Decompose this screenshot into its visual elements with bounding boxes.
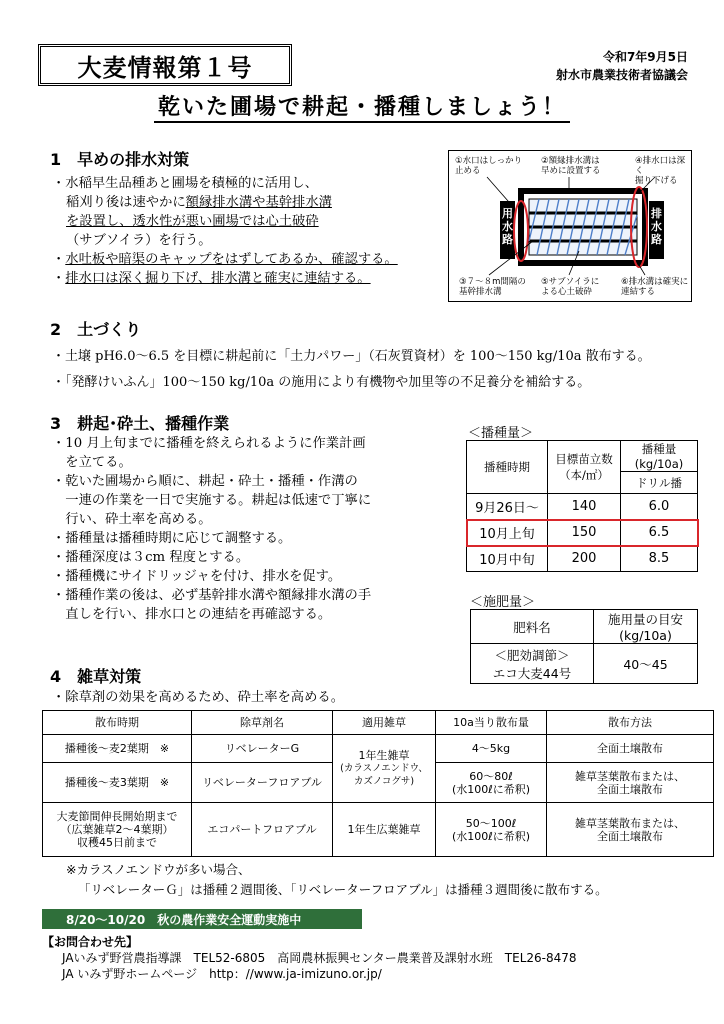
col-header-drill: ドリル播 bbox=[621, 472, 698, 494]
cell-method: 雑草茎葉散布または、 全面土壌散布 bbox=[547, 763, 714, 803]
section1-bullets bbox=[52, 174, 447, 288]
headline bbox=[0, 90, 724, 121]
cell-seedlings: 200 bbox=[548, 546, 621, 572]
cell-seedlings: 150 bbox=[548, 520, 621, 546]
table-row bbox=[43, 735, 714, 763]
cell-amount: 60～80ℓ (水100ℓに希釈) bbox=[436, 763, 547, 803]
drainage-diagram bbox=[448, 150, 692, 302]
cell-amount: 50～100ℓ (水100ℓに希釈) bbox=[436, 803, 547, 857]
table-row-highlighted bbox=[467, 520, 698, 546]
cell-weeds: 1年生雑草 (カラスノエンドウ、 カズノコグサ) bbox=[333, 735, 436, 803]
issue-date: 令和7年9月5日 bbox=[602, 50, 688, 64]
headline-text: 乾いた圃場で耕起・播種しましょう！ bbox=[154, 95, 570, 123]
diagram-label-3: ③７～８m間隔の 基幹排水溝 bbox=[459, 277, 526, 297]
cell-herbicide: リベレーターフロアブル bbox=[192, 763, 333, 803]
section3-bullets bbox=[52, 434, 464, 624]
section1-b1-text: 稲刈り後は速やかに bbox=[66, 195, 186, 210]
table-row bbox=[467, 494, 698, 520]
date-block bbox=[556, 48, 688, 84]
table-row bbox=[43, 803, 714, 857]
section3-line: ・播種深度は３cm 程度とする。 bbox=[52, 550, 250, 565]
cell-herbicide: リベレーターG bbox=[192, 735, 333, 763]
cell-method: 全面土壌散布 bbox=[547, 735, 714, 763]
seed-rate-table bbox=[466, 440, 698, 572]
section1-b3 bbox=[52, 269, 447, 288]
cell-method: 雑草茎葉散布または、 全面土壌散布 bbox=[547, 803, 714, 857]
col-header-timing: 散布時期 bbox=[43, 711, 192, 735]
drainage-channel-label: 排 水 路 bbox=[649, 201, 664, 259]
note-line-2: 「リベレーターＧ」は播種２週間後、「リベレーターフロアブル」は播種３週間後に散布する。 bbox=[78, 882, 608, 897]
diagram-label-4: ④排水口は深く 掘り下げる bbox=[635, 156, 686, 186]
cell-weeds: 1年生広葉雑草 bbox=[333, 803, 436, 857]
section3-line: ・播種量は播種時期に応じて調整する。 bbox=[52, 531, 292, 546]
diagram-label-1: ①水口はしっかり 止める bbox=[455, 156, 523, 176]
cell-time: 10月上旬 bbox=[467, 520, 548, 546]
cell-amount: 4～5kg bbox=[436, 735, 547, 763]
col-header-fertilizer: 肥料名 bbox=[471, 610, 594, 644]
cell-herbicide: エコパートフロアブル bbox=[192, 803, 333, 857]
cell-fertilizer-name: ＜肥効調節＞ エコ大麦44号 bbox=[471, 644, 594, 684]
col-header-amount: 10a当り散布量 bbox=[436, 711, 547, 735]
cell-seedlings: 140 bbox=[548, 494, 621, 520]
section1-heading: 1 早めの排水対策 bbox=[50, 150, 190, 169]
table-row bbox=[471, 644, 698, 684]
section4-b1: ・除草剤の効果を高めるため、砕土率を高める。 bbox=[52, 690, 344, 705]
section1-b1-line2 bbox=[52, 193, 447, 212]
section2-b2: ・「発酵けいふん」100～150 kg/10a の施用により有機物や加里等の不足養分を補給する。 bbox=[52, 375, 591, 390]
section1-b3-text: 排水口は深く掘り下げ、排水溝と確実に連結する。 bbox=[65, 271, 371, 286]
section3-heading: 3 耕起･砕土、播種作業 bbox=[50, 414, 230, 433]
herbicide-table bbox=[42, 710, 714, 857]
cell-amount: 6.0 bbox=[621, 494, 698, 520]
section3-line: 直しを行い、排水口との連結を再確認する。 bbox=[52, 607, 332, 622]
section2-bullets bbox=[52, 344, 712, 396]
section1-b1-line3: を設置し、透水性が悪い圃場では心土破砕 bbox=[66, 214, 319, 229]
col-header-seedlings: 目標苗立数 （本/㎡） bbox=[548, 441, 621, 494]
organization: 射水市農業技術者協議会 bbox=[555, 68, 688, 82]
diagram-label-6: ⑥排水溝は確実に 連結する bbox=[621, 277, 689, 297]
section3-line: ・乾いた圃場から順に、耕起・砕土・播種・作溝の bbox=[52, 474, 358, 489]
cell-time: 10月中旬 bbox=[467, 546, 548, 572]
safety-campaign-banner bbox=[42, 909, 362, 929]
cell-time: 9月26日～ bbox=[467, 494, 548, 520]
section3-line: ・播種機にサイドリッジャを付け、排水を促す。 bbox=[52, 569, 342, 584]
irrigation-channel-label: 用 水 路 bbox=[500, 201, 515, 259]
col-header-herbicide: 除草剤名 bbox=[192, 711, 333, 735]
campaign-text: 8/20～10/20 秋の農作業安全運動実施中 bbox=[66, 912, 302, 927]
contact-line-2: JA いみず野ホームページ http：//www.ja-imizuno.or.jp/ bbox=[62, 967, 382, 981]
section1-b2 bbox=[52, 250, 447, 269]
col-header-application: 施用量の目安 (kg/10a) bbox=[594, 610, 698, 644]
section1-b2-text: 水吐板や暗渠のキャップをはずしてあるか、確認する。 bbox=[65, 252, 398, 267]
cell-timing: 大麦節間伸長開始期まで （広葉雑草2～4葉期） 収穫45日前まで bbox=[43, 803, 192, 857]
section1-b1-line4: （サブソイラ）を行う。 bbox=[66, 233, 212, 248]
cell-amount: 6.5 bbox=[621, 520, 698, 546]
cell-amount: 8.5 bbox=[621, 546, 698, 572]
col-header-weeds: 適用雑草 bbox=[333, 711, 436, 735]
section2-heading: 2 土づくり bbox=[50, 320, 142, 339]
cell-timing: 播種後～麦3葉期 ※ bbox=[43, 763, 192, 803]
section3-line: を立てる。 bbox=[52, 455, 132, 470]
section3-line: ・10 月上旬までに播種を終えられるように作業計画 bbox=[52, 436, 366, 451]
diagram-label-2: ②額縁排水溝は 早めに設置する bbox=[541, 156, 601, 176]
section3-line: 行い、砕土率を高める。 bbox=[52, 512, 212, 527]
issue-title-box bbox=[38, 44, 292, 86]
section1-b1-line1: ・水稲早生品種あと圃場を積極的に活用し、 bbox=[52, 176, 318, 191]
section3-line: 一連の作業を一日で実施する。耕起は低速で丁寧に bbox=[52, 493, 372, 508]
col-header-method: 散布方法 bbox=[547, 711, 714, 735]
bullet-mark: ・ bbox=[52, 271, 66, 286]
section3-line: ・播種作業の後は、必ず基幹排水溝や額縁排水溝の手 bbox=[52, 588, 372, 603]
cell-timing: 播種後～麦2葉期 ※ bbox=[43, 735, 192, 763]
contact-line-1: JAいみず野営農指導課 TEL52-6805 高岡農林振興センター農業普及課射水班 TEL26-8478 bbox=[62, 951, 577, 965]
diagram-label-5: ⑤サブソイラに よる心土破砕 bbox=[541, 277, 600, 297]
bullet-mark: ・ bbox=[52, 252, 66, 267]
cell-application-amount: 40～45 bbox=[594, 644, 698, 684]
col-header-time: 播種時期 bbox=[467, 441, 548, 494]
table-row bbox=[467, 546, 698, 572]
issue-title: 大麦情報第１号 bbox=[77, 53, 253, 82]
contact-title: 【お問合わせ先】 bbox=[42, 935, 139, 949]
fert-table-caption: ＜施肥量＞ bbox=[470, 595, 536, 610]
section4-heading: 4 雑草対策 bbox=[50, 667, 142, 686]
field-illustration bbox=[449, 151, 691, 301]
section1-b1-underlined: 額縁排水溝や基幹排水溝 bbox=[185, 195, 332, 210]
seed-table-caption: ＜播種量＞ bbox=[468, 426, 534, 441]
note-line-1: ※カラスノエンドウが多い場合、 bbox=[66, 862, 251, 877]
fertilizer-table bbox=[470, 609, 698, 684]
col-header-amount: 播種量 (kg/10a) bbox=[621, 441, 698, 472]
section2-b1: ・土壌 pH6.0～6.5 を目標に耕起前に「土力パワー」（石灰質資材）を 100～150 kg/10a 散布する。 bbox=[52, 349, 651, 364]
